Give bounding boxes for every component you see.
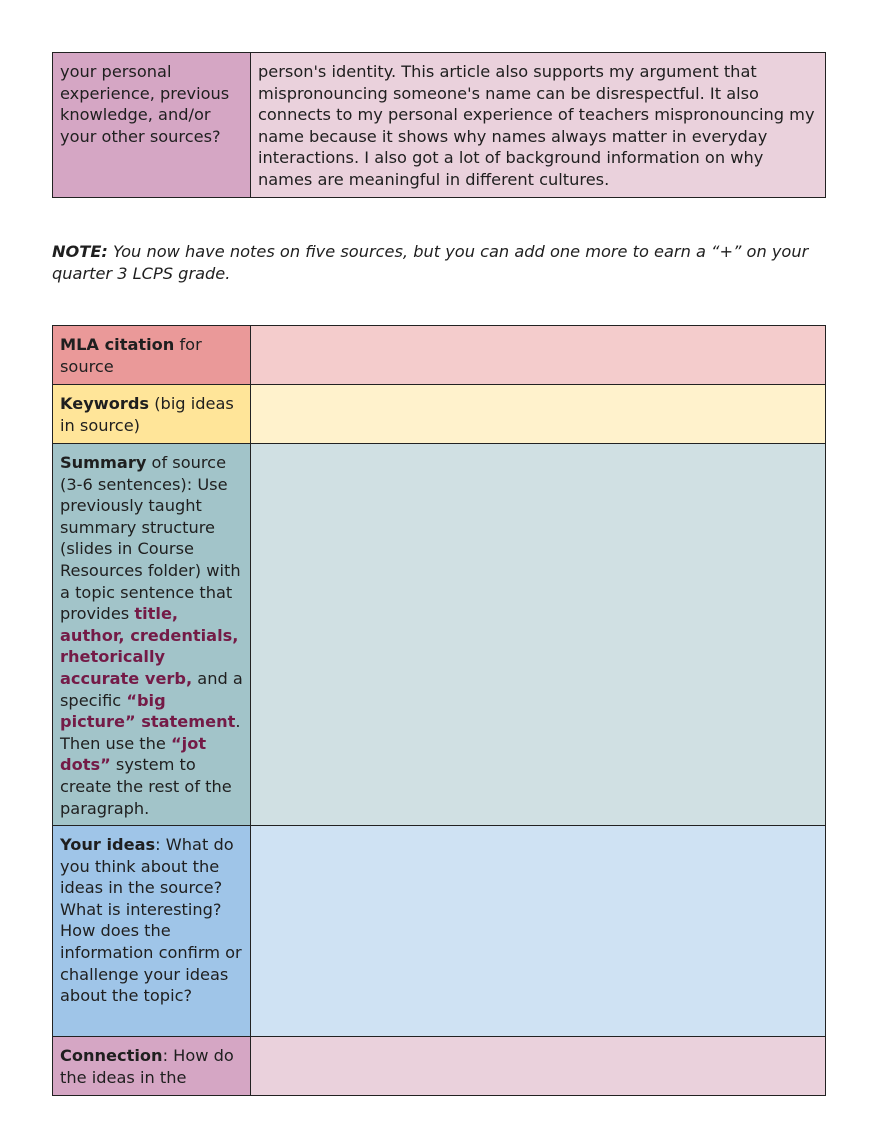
keywords-row [53,385,826,444]
note-text: You now have notes on five sources, but you can add one more to earn a “+” on your quarter 3 LCPS grade. [52,242,809,283]
note-lead: NOTE: [52,242,108,261]
mla-citation-input-cell[interactable] [251,326,826,385]
connection-input-cell[interactable] [251,1037,826,1096]
mla-citation-label: MLA citation for source [53,326,251,385]
your-ideas-row [53,826,826,1037]
connection-label: Connection: How do the ideas in the [53,1037,251,1096]
summary-row [53,444,826,826]
extra-source-note [52,241,832,284]
connection-response-cell[interactable] [251,53,826,198]
your-ideas-input-cell[interactable] [251,826,826,1037]
source-notes-table-continued [52,52,826,198]
summary-input-cell[interactable] [251,444,826,826]
mla-citation-row [53,326,826,385]
source-six-notes-table [52,325,826,1096]
summary-label: Summary of source (3-6 sentences): Use previously taught summary structure (slides in Course Resources folder) with a topic sentence that provides title, author, credentials, rhetorically accurate verb, and a specific “big picture” statement. Then use the “jot dots” system to create the rest of the paragraph. [53,444,251,826]
keywords-input-cell[interactable] [251,385,826,444]
connection-label-continued: your personal experience, previous knowledge, and/or your other sources? [53,53,251,198]
your-ideas-label: Your ideas: What do you think about the ideas in the source? What is interesting? How does the information confirm or challenge your ideas about the topic? [53,826,251,1037]
connection-row-continued [53,53,826,198]
connection-response-text: person's identity. This article also supports my argument that mispronouncing someone's name can be disrespectful. It also connects to my personal experience of teachers mispronouncing my name because it shows why names always matter in everyday interactions. I also got a lot of background information on why names are meaningful in different cultures. [258,62,815,189]
connection-row [53,1037,826,1096]
keywords-label: Keywords (big ideas in source) [53,385,251,444]
